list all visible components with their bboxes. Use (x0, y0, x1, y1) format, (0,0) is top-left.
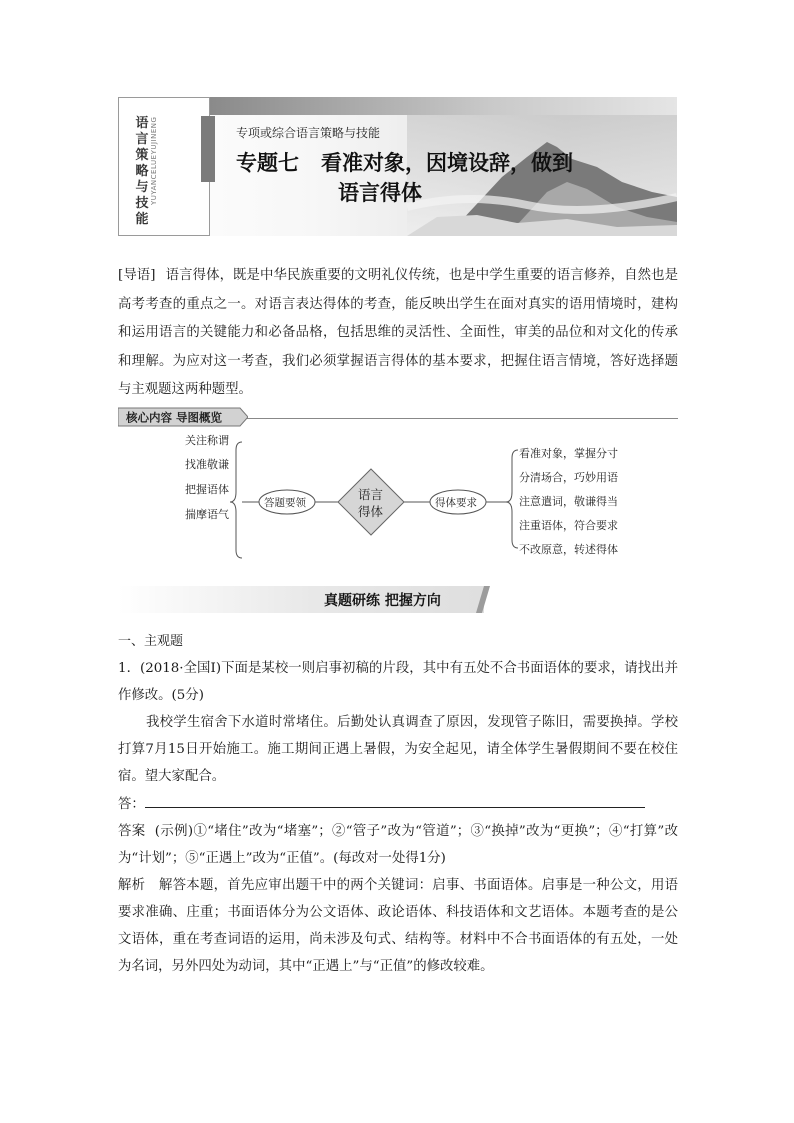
answer-prompt: 答： (118, 797, 145, 812)
right-item: 注重语体，符合要求 (519, 519, 618, 532)
right-item: 注意遣词，敬谦得当 (519, 495, 618, 508)
section-tab-label: 核心内容 导图概览 (126, 410, 223, 425)
intro-text: 语言得体，既是中华民族重要的文明礼仪传统，也是中学生重要的语言修养，自然也是高考考查的重点之一。对语言表达得体的考查，能反映出学生在面对真实的语用情境时，建构和运用语言的关键能力和必备品格，包括思维的灵活性、全面性，审美的品位和对文化的传承和理解。为应对这一考查，我们必须掌握语言得体的基本要求，把握住语言情境，答好选择题与主观题这两种题型。 (118, 268, 679, 397)
title-line-2: 语言得体 (338, 181, 422, 205)
analysis-text: 解答本题，首先应审出题干中的两个关键词：启事、书面语体。启事是一种公文，用语要求准确、庄重；书面语体分为公文语体、政论语体、科技语体和文艺语体。本题考查的是公文语体，重在考查词语的运用，尚未涉及句式、结构等。材料中不合书面语体的有五处，一处为名词，另外四处为动词，其中“正遇上”与“正值”的修改较难。 (118, 878, 679, 974)
side-title-char: 技 (135, 196, 149, 211)
left-item: 找准敬谦 (185, 458, 229, 471)
side-pinyin-label: YUYANCELUEYUJINENG (150, 116, 158, 205)
answer-paragraph (118, 818, 678, 872)
answer-text: (示例)①“堵住”改为“堵塞”；②“管子”改为“管道”；③“换掉”改为“更换”；④“打算”改为“计划”；⑤“正遇上”改为“正值”。(每改对一处得1分) (118, 824, 679, 866)
side-title-char: 策 (135, 148, 149, 163)
side-title-char: 略 (135, 164, 149, 179)
mind-map-diagram (150, 432, 630, 567)
section-tab (118, 407, 248, 427)
right-node-label: 得体要求 (435, 497, 477, 509)
side-title-char: 言 (135, 132, 149, 147)
right-item: 分清场合，巧妙用语 (519, 471, 618, 484)
left-item: 揣摩语气 (185, 508, 229, 521)
analysis-label: 解析 (118, 878, 146, 893)
left-node-label: 答题要领 (264, 497, 306, 509)
question-stem: 1．(2018·全国Ⅰ)下面是某校一则启事初稿的片段，其中有五处不合书面语体的要求，请找出并作修改。(5分) (118, 661, 678, 703)
center-node-line2: 得体 (358, 504, 384, 519)
banner-accent-bar (201, 116, 215, 182)
analysis-paragraph (118, 872, 678, 980)
answer-label: 答案 (118, 824, 146, 839)
banner-top-bar (210, 97, 677, 115)
section-banner-fade (484, 586, 677, 613)
answer-blank-row (118, 791, 678, 818)
left-item: 把握语体 (185, 483, 229, 496)
banner-subtitle: 专项或综合语言策略与技能 (236, 126, 381, 140)
side-title-char: 语 (135, 116, 149, 131)
center-node-line1: 语言 (358, 487, 384, 502)
question-type-heading: 一、主观题 (118, 634, 184, 649)
right-item: 看准对象，掌握分寸 (519, 447, 618, 460)
side-title-char: 与 (135, 180, 149, 195)
section-banner-slash (476, 586, 490, 613)
section-banner (118, 586, 677, 613)
question-passage: 我校学生宿舍下水道时常堵住。后勤处认真调查了原因，发现管子陈旧，需要换掉。学校打算7月15日开始施工。施工期间正遇上暑假，为安全起见，请全体学生暑假期间不要在校住宿。望大家配合。 (118, 715, 678, 784)
title-line-1: 看准对象，因境设辞，做到 (321, 151, 573, 175)
right-item: 不改原意，转述得体 (519, 543, 618, 556)
topic-number: 专题七 (236, 151, 299, 175)
section-banner-label: 真题研练 把握方向 (324, 593, 441, 609)
intro-paragraph (118, 262, 678, 405)
page-title (236, 148, 573, 208)
intro-tag: [导语] (118, 268, 156, 283)
answer-blank-line[interactable] (145, 793, 645, 808)
left-item: 关注称谓 (185, 434, 229, 447)
side-title-char: 能 (135, 212, 149, 227)
